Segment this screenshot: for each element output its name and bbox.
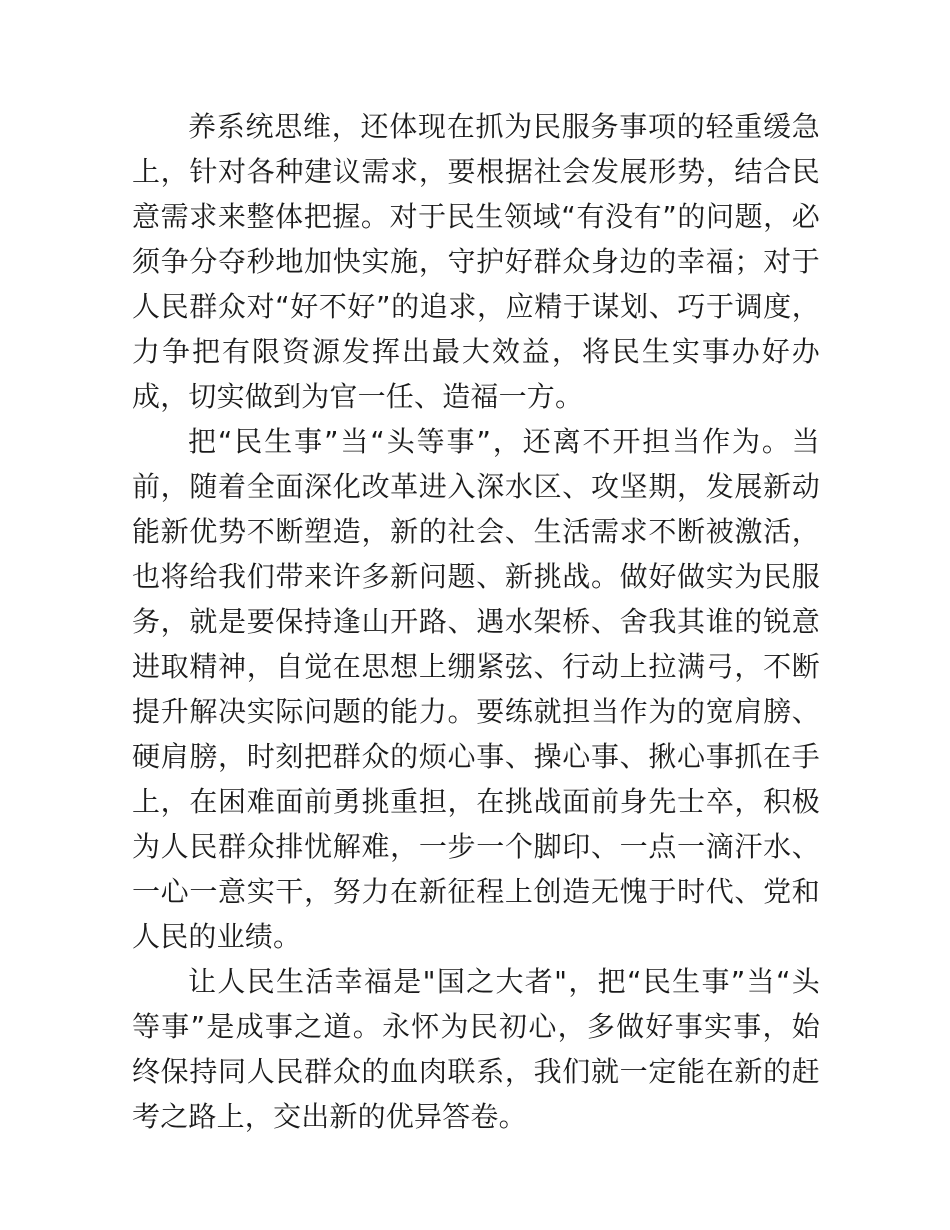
document-body	[132, 104, 820, 1139]
body-paragraph: 把“民生事”当“头等事”，还离不开担当作为。当前，随着全面深化改革进入深水区、攻坚期，发展新动能新优势不断塑造，新的社会、生活需求不断被激活，也将给我们带来许多新问题、新挑战。做好做实为民服务，就是要保持逢山开路、遇水架桥、舍我其谁的锐意进取精神，自觉在思想上绷紧弦、行动上拉满弓，不断提升解决实际问题的能力。要练就担当作为的宽肩膀、硬肩膀，时刻把群众的烦心事、操心事、揪心事抓在手上，在困难面前勇挑重担，在挑战面前身先士卒，积极为人民群众排忧解难，一步一个脚印、一点一滴汗水、一心一意实干，努力在新征程上创造无愧于时代、党和人民的业绩。	[132, 425, 820, 953]
body-paragraph: 养系统思维，还体现在抓为民服务事项的轻重缓急上，针对各种建议需求，要根据社会发展形势，结合民意需求来整体把握。对于民生领域“有没有”的问题，必须争分夺秒地加快实施，守护好群众身边的幸福；对于人民群众对“好不好”的追求，应精于谋划、巧于调度，力争把有限资源发挥出最大效益，将民生实事办好办成，切实做到为官一任、造福一方。	[132, 110, 820, 413]
body-paragraph: 让人民生活幸福是"国之大者"，把“民生事”当“头等事”是成事之道。永怀为民初心，多做好事实事，始终保持同人民群众的血肉联系，我们就一定能在新的赶考之路上，交出新的优异答卷。	[132, 965, 820, 1133]
